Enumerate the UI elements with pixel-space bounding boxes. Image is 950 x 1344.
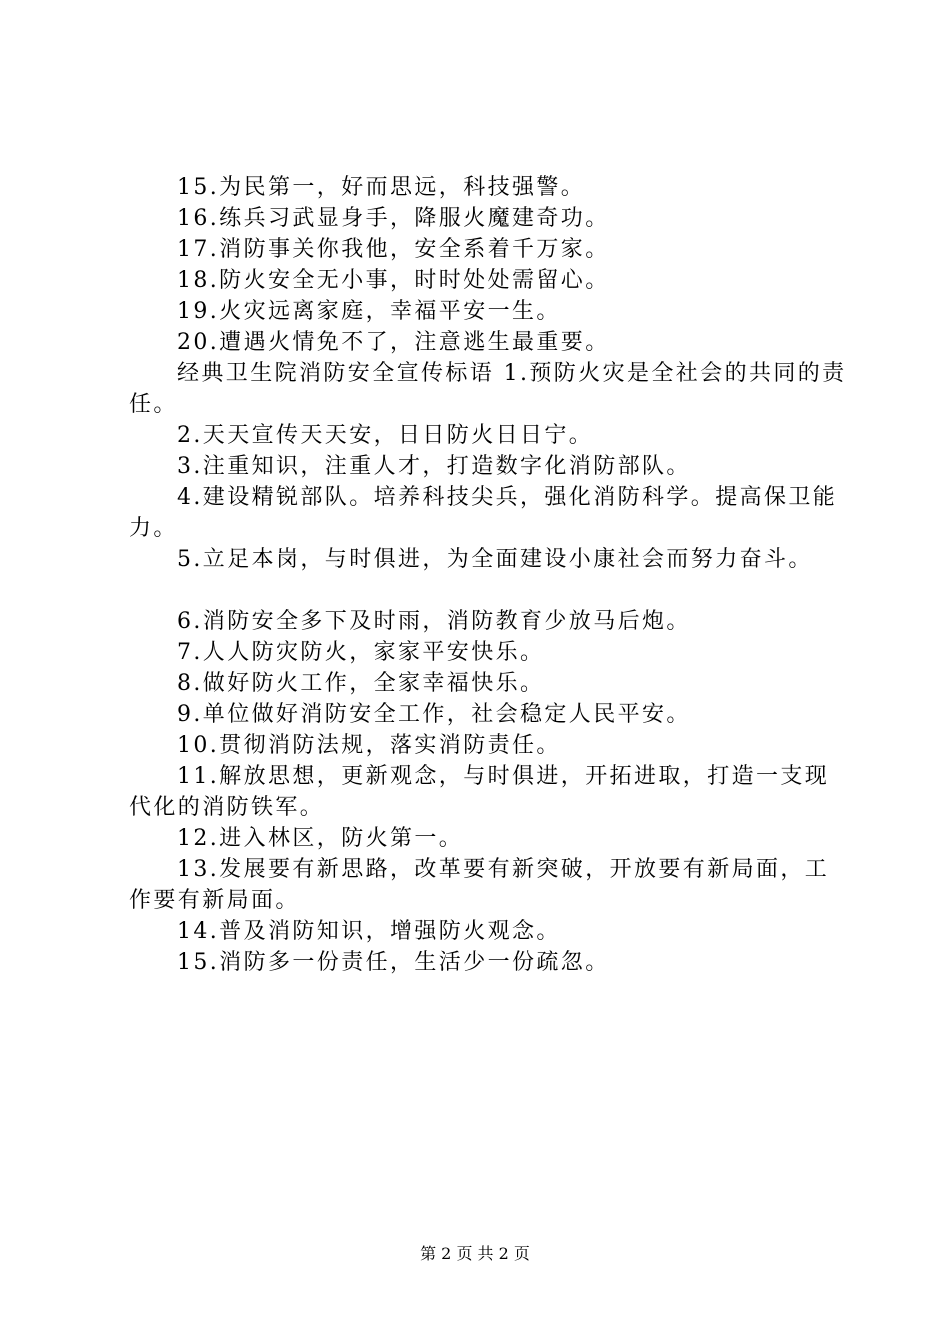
slogan-paragraph: 16.练兵习武显身手，降服火魔建奇功。 — [177, 206, 610, 231]
slogan-paragraph: 15.消防多一份责任，生活少一份疏忽。 — [177, 950, 610, 975]
slogan-paragraph: 19.火灾远离家庭，幸福平安一生。 — [177, 299, 561, 324]
slogan-paragraph: 14.普及消防知识，增强防火观念。 — [177, 919, 561, 944]
slogan-paragraph: 20.遭遇火情免不了，注意逃生最重要。 — [177, 330, 610, 355]
slogan-paragraph: 9.单位做好消防安全工作，社会稳定人民平安。 — [177, 702, 691, 727]
slogan-paragraph: 11.解放思想，更新观念，与时俱进，开拓进取，打造一支现代化的消防铁军。 — [129, 764, 830, 820]
slogan-paragraph: 7.人人防灾防火，家家平安快乐。 — [177, 640, 545, 665]
slogan-paragraph: 13.发展要有新思路，改革要有新突破，开放要有新局面，工作要有新局面。 — [129, 857, 830, 913]
slogan-paragraph: 17.消防事关你我他，安全系着千万家。 — [177, 237, 610, 262]
blank-line — [129, 575, 849, 606]
slogan-paragraph: 10.贯彻消防法规，落实消防责任。 — [177, 733, 561, 758]
slogan-paragraph: 15.为民第一，好而思远，科技强警。 — [177, 175, 586, 200]
slogan-paragraph: 5.立足本岗，与时俱进，为全面建设小康社会而努力奋斗。 — [177, 547, 813, 572]
slogan-paragraph: 18.防火安全无小事，时时处处需留心。 — [177, 268, 610, 293]
slogan-paragraph: 6.消防安全多下及时雨，消防教育少放马后炮。 — [177, 609, 691, 634]
slogan-paragraph: 2.天天宣传天天安，日日防火日日宁。 — [177, 423, 594, 448]
slogan-paragraph: 12.进入林区，防火第一。 — [177, 826, 464, 851]
slogan-paragraph: 经典卫生院消防安全宣传标语 1.预防火灾是全社会的共同的责任。 — [129, 361, 847, 417]
page-footer: 第 2 页 共 2 页 — [420, 1244, 530, 1263]
document-body — [129, 172, 849, 978]
slogan-paragraph: 3.注重知识，注重人才，打造数字化消防部队。 — [177, 454, 691, 479]
slogan-paragraph: 8.做好防火工作，全家幸福快乐。 — [177, 671, 545, 696]
slogan-paragraph: 4.建设精锐部队。培养科技尖兵，强化消防科学。提高保卫能力。 — [129, 485, 838, 541]
